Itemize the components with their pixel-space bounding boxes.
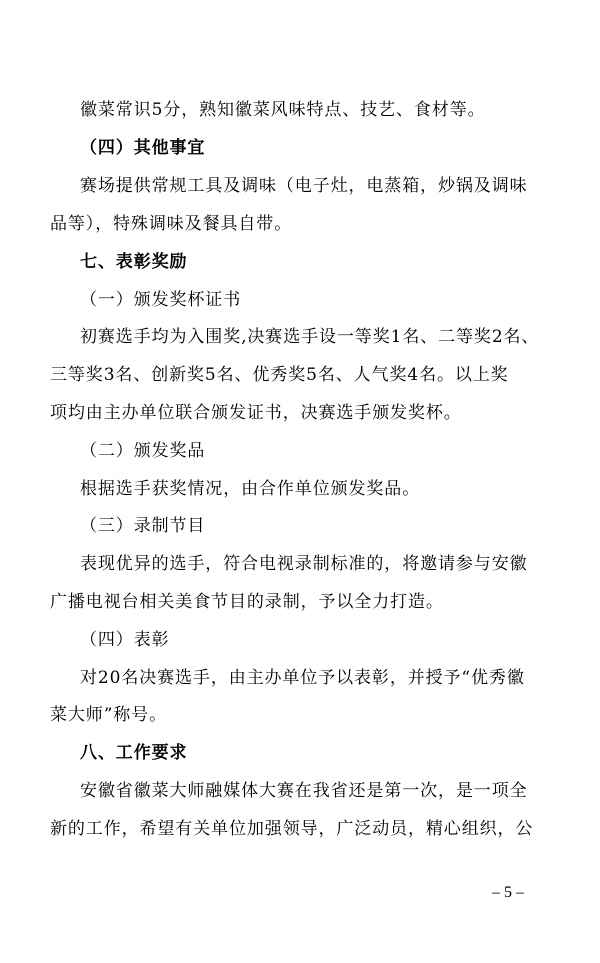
section-heading: 七、表彰奖励 [80, 252, 188, 272]
paragraph-line: 对20名决赛选手，由主办单位予以表彰，并授予“优秀徽 [80, 668, 525, 688]
subsection-heading: （四）其他事宜 [80, 138, 206, 158]
paragraph-line: 品等），特殊调味及餐具自带。 [50, 214, 293, 234]
paragraph-line: 表现优异的选手，符合电视录制标准的，将邀请参与安徽 [80, 554, 528, 574]
paragraph-line: 初赛选手均为入围奖,决赛选手设一等奖1名、二等奖2名、 [80, 327, 540, 347]
subsection-heading: （二）颁发奖品 [80, 441, 206, 461]
paragraph-line: 根据选手获奖情况，由合作单位颁发奖品。 [80, 479, 421, 499]
section-heading: 八、工作要求 [80, 743, 188, 763]
paragraph-line: 新的工作，希望有关单位加强领导，广泛动员，精心组织，公 [50, 819, 534, 839]
subsection-heading: （一）颁发奖杯证书 [80, 290, 242, 310]
page-number: – 5 – [492, 884, 524, 901]
paragraph-line: 项均由主办单位联合颁发证书，决赛选手颁发奖杯。 [50, 403, 462, 423]
paragraph-line: 赛场提供常规工具及调味（电子灶，电蒸箱，炒锅及调味 [80, 176, 528, 196]
paragraph-line: 广播电视台相关美食节目的录制，予以全力打造。 [50, 592, 444, 612]
paragraph-line: 三等奖3名、创新奖5名、优秀奖5名、人气奖4名。以上奖 [50, 365, 509, 385]
paragraph-line: 徽菜常识5分，熟知徽菜风味特点、技艺、食材等。 [80, 100, 486, 120]
subsection-heading: （四）表彰 [80, 630, 170, 650]
paragraph-line: 菜大师”称号。 [50, 705, 167, 725]
paragraph-line: 安徽省徽菜大师融媒体大赛在我省还是第一次，是一项全 [80, 781, 528, 801]
subsection-heading: （三）录制节目 [80, 516, 206, 536]
